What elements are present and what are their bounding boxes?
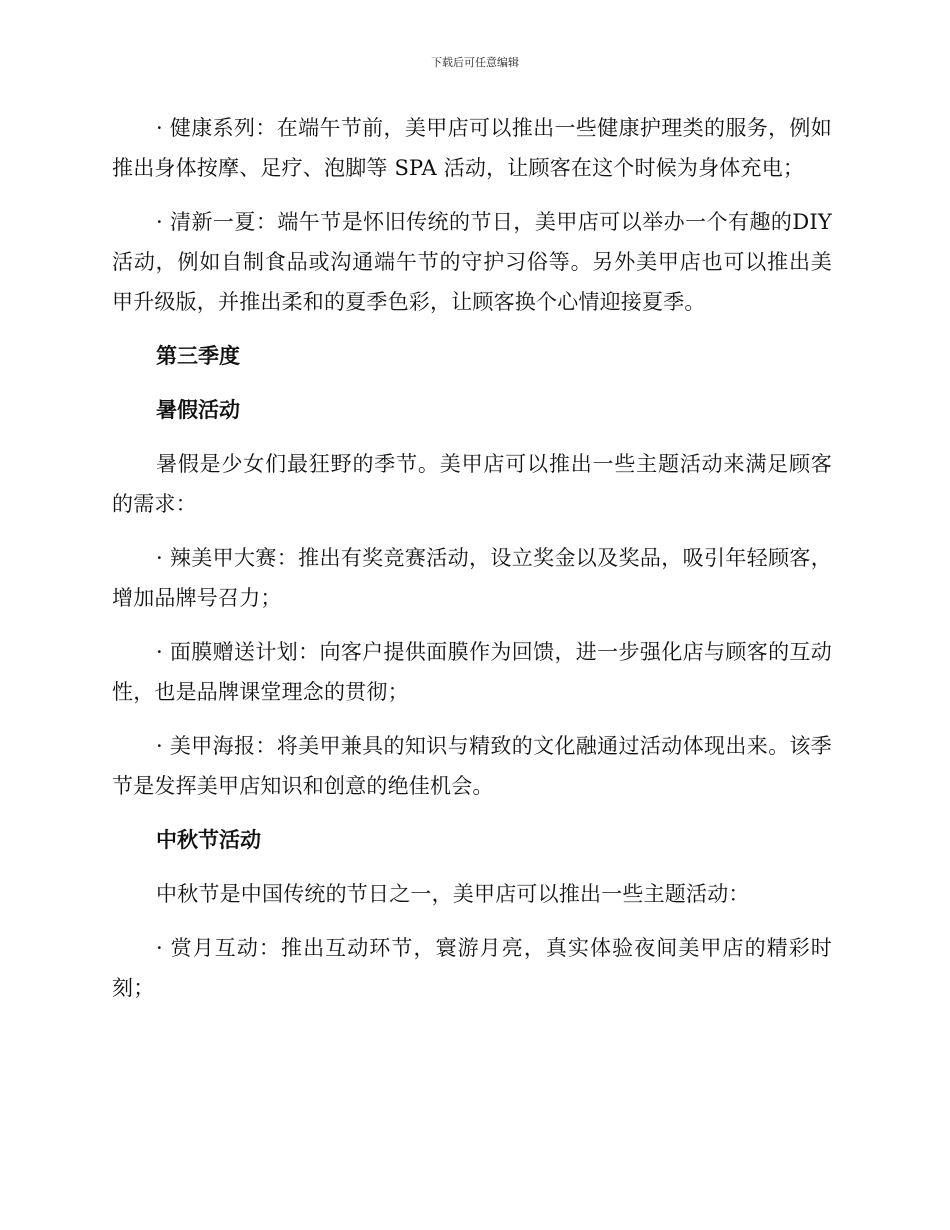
bullet-mask-gift-plan: · 面膜赠送计划：向客户提供面膜作为回馈，进一步强化店与顾客的互动性，也是品牌课堂理念的贯彻；: [112, 640, 832, 704]
subheading-mid-autumn-activities: 中秋节活动: [156, 828, 261, 852]
mid-autumn-intro-paragraph: 中秋节是中国传统的节日之一，美甲店可以推出一些主题活动：: [156, 882, 750, 906]
bullet-health-series: · 健康系列：在端午节前，美甲店可以推出一些健康护理类的服务，例如推出身体按摩、足疗、泡脚等 SPA 活动，让顾客在这个时候为身体充电；: [112, 116, 832, 180]
bullet-nail-contest: · 辣美甲大赛：推出有奖竞赛活动，设立奖金以及奖品，吸引年轻顾客，增加品牌号召力；: [112, 546, 832, 610]
subheading-summer-activities: 暑假活动: [156, 398, 240, 422]
section-heading-q3: 第三季度: [156, 344, 240, 368]
document-body: [112, 108, 832, 1022]
bullet-nail-poster: · 美甲海报：将美甲兼具的知识与精致的文化融通过活动体现出来。该季节是发挥美甲店知识和创意的绝佳机会。: [112, 734, 832, 798]
summer-intro-paragraph: 暑假是少女们最狂野的季节。美甲店可以推出一些主题活动来满足顾客的需求：: [112, 452, 832, 516]
bullet-fresh-summer: · 清新一夏：端午节是怀旧传统的节日，美甲店可以举办一个有趣的DIY 活动，例如自制食品或沟通端午节的守护习俗等。另外美甲店也可以推出美甲升级版，并推出柔和的夏季色彩，让顾客换个心情迎接夏季。: [112, 210, 832, 314]
page-header: 下载后可任意编辑: [431, 56, 519, 69]
bullet-moon-viewing: · 赏月互动：推出互动环节，寰游月亮，真实体验夜间美甲店的精彩时刻；: [112, 936, 832, 1000]
